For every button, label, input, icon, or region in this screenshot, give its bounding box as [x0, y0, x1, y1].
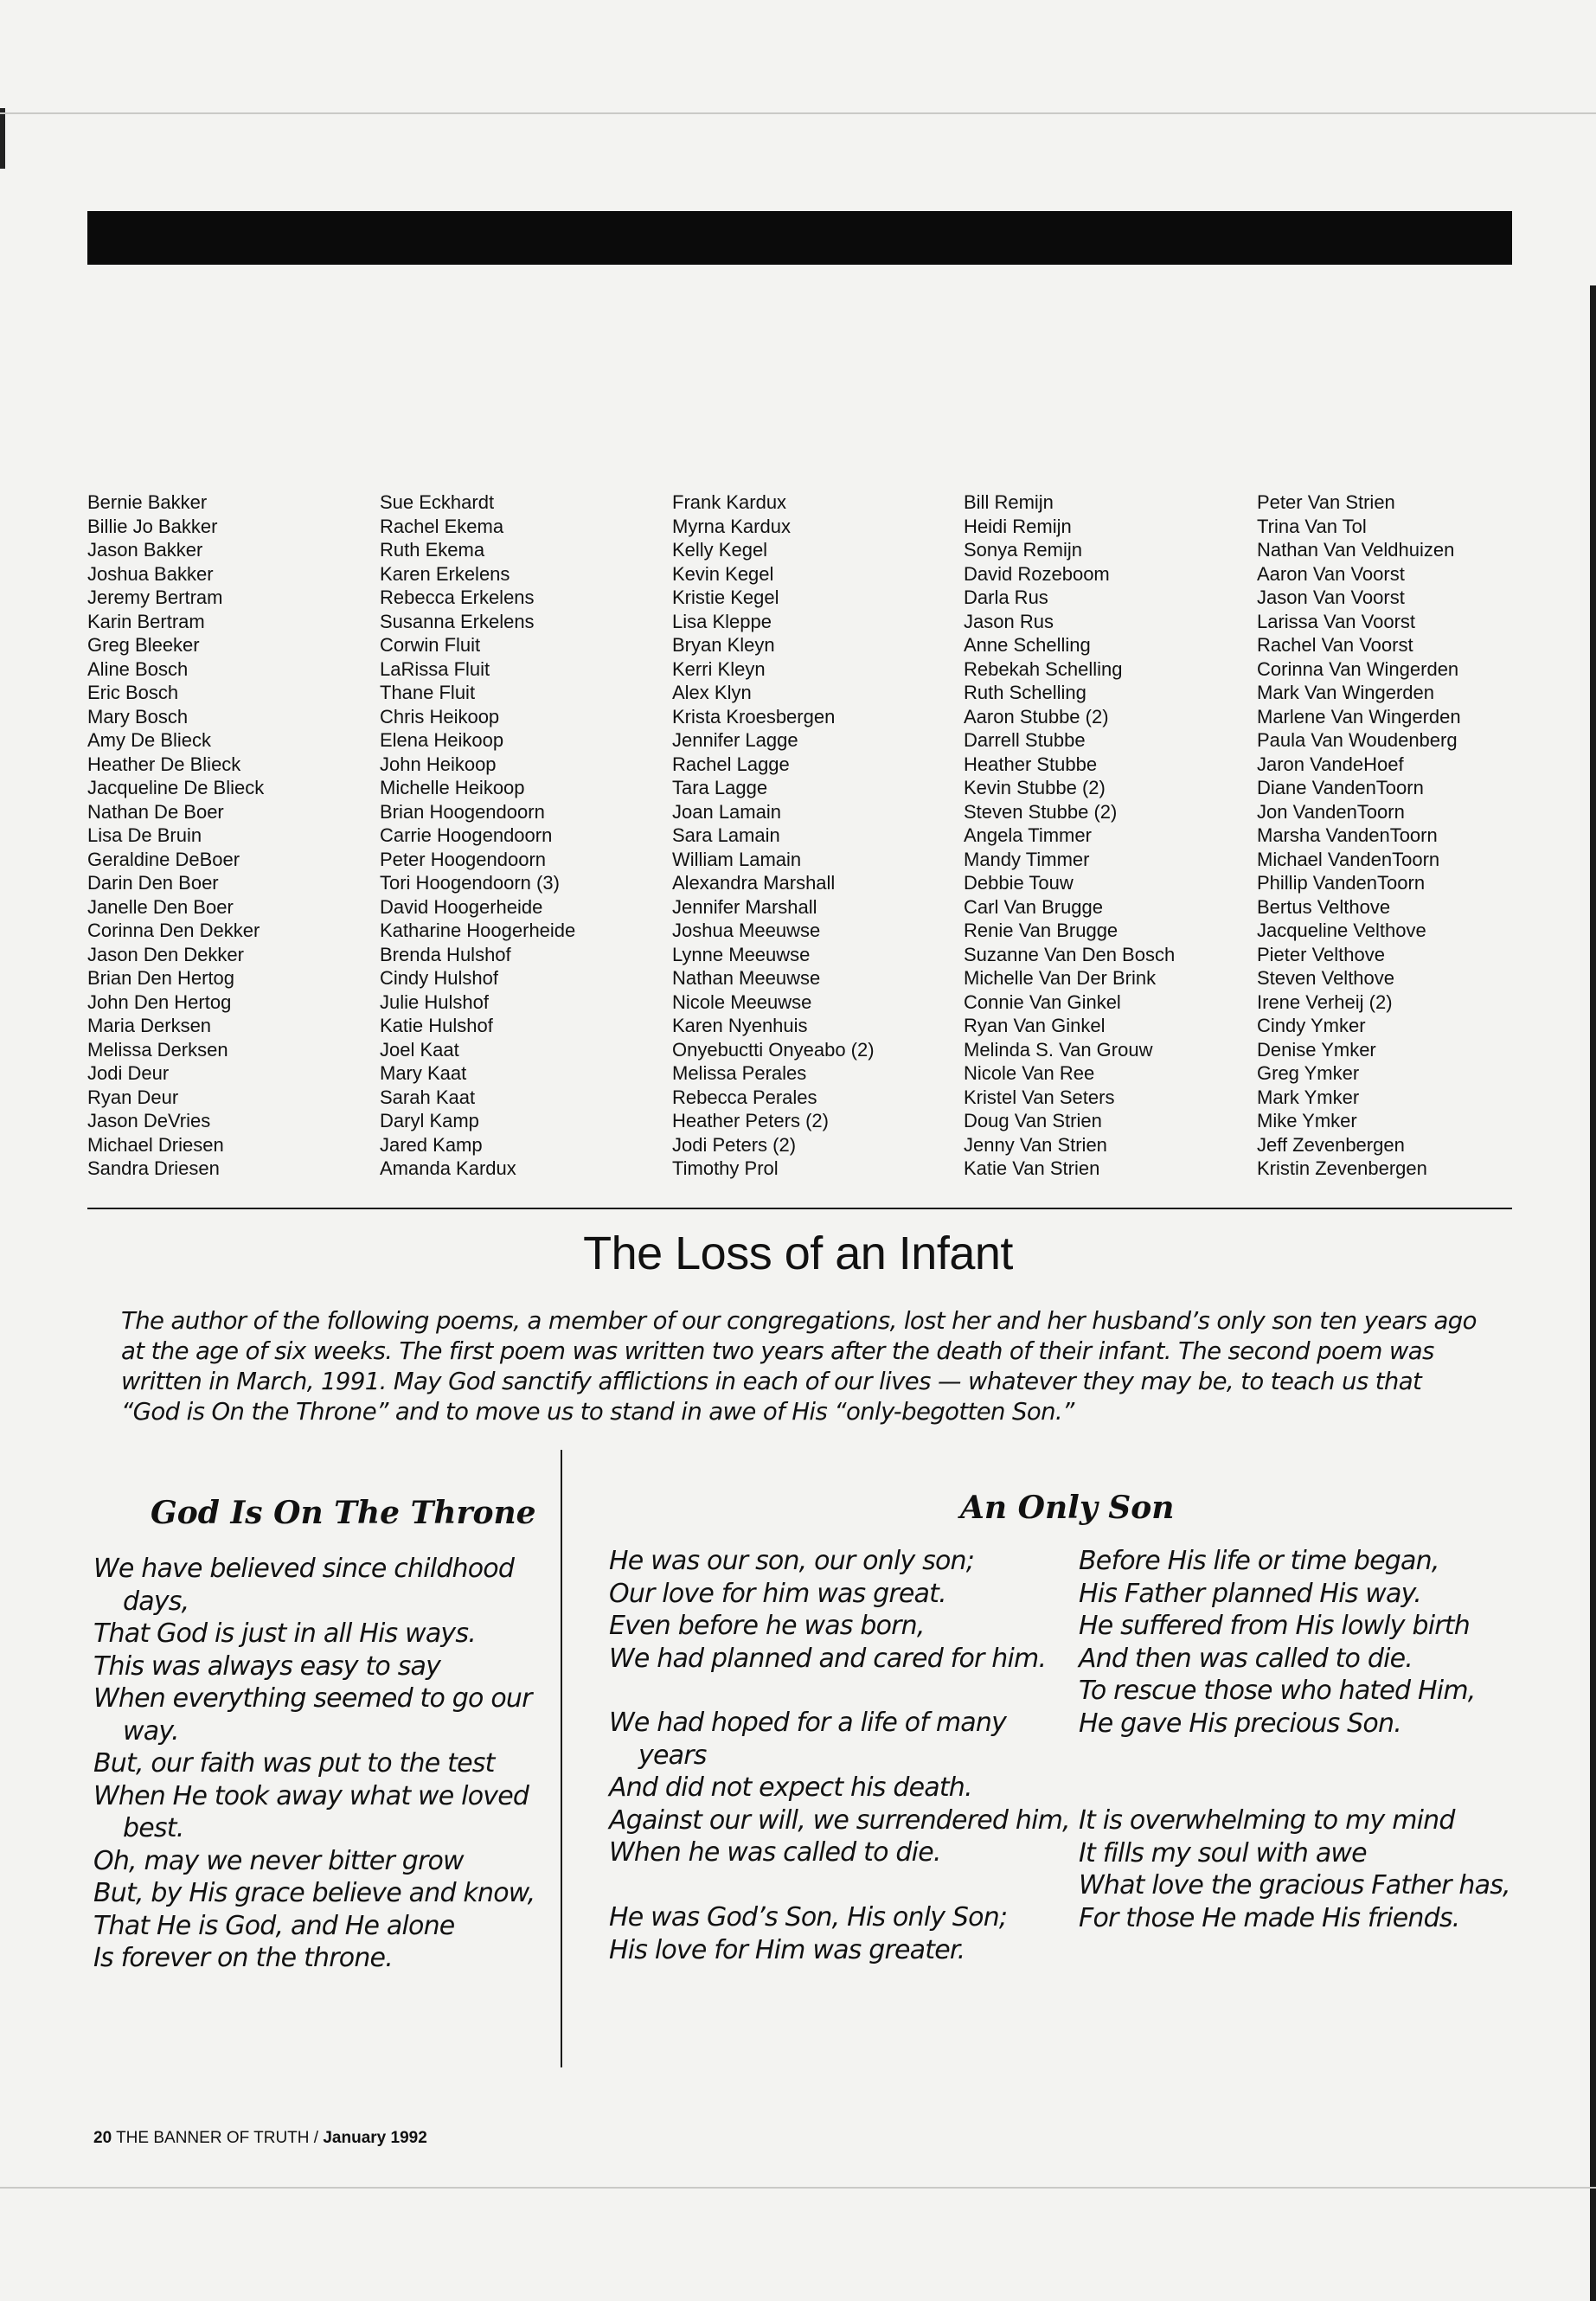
name-list-item: Bryan Kleyn [672, 634, 775, 656]
name-list-item: Greg Ymker [1257, 1062, 1360, 1084]
name-list-item: Nicole Meeuwse [672, 990, 812, 1013]
name-list-item: Marsha VandenToorn [1257, 824, 1438, 846]
name-list-item: Aaron Van Voorst [1257, 562, 1405, 585]
name-list-item: Janelle Den Boer [87, 895, 234, 918]
name-list-item: Carl Van Brugge [964, 895, 1104, 918]
poem-1-body [93, 1553, 535, 1975]
article-intro: The author of the following poems, a member of our congregations, lost her and her husband’s only son ten years ago at the age of six weeks. The first poem was written two years after the death of their infant. The second poem was written in March, 1991. May God sanctify afflictions in each of our lives — whatever they may be, to teach us that “God is On the Throne” and to move us to stand in awe of His “only-begotten Son.” [121, 1307, 1477, 1426]
name-list-item: Sue Eckhardt [380, 491, 495, 513]
name-list-item: Steven Velthove [1257, 967, 1395, 989]
name-list-item: Susanna Erkelens [380, 610, 535, 632]
name-list-item: Jacqueline Velthove [1257, 920, 1426, 941]
name-list-item: Aaron Stubbe (2) [964, 705, 1109, 727]
name-list-item: Billie Jo Bakker [87, 515, 218, 537]
name-list-item: Connie Van Ginkel [964, 990, 1121, 1013]
name-list-item: Katharine Hoogerheide [380, 920, 576, 941]
name-list-item: Amy De Blieck [87, 729, 212, 751]
name-list-item: Lisa Kleppe [672, 610, 772, 632]
poem-line: We have believed since childhood [93, 1554, 515, 1584]
name-list-item: Bill Remijn [964, 491, 1054, 513]
name-list-item: Kelly Kegel [672, 539, 768, 561]
poem-line: This was always easy to say [93, 1650, 441, 1682]
name-list-item: Pieter Velthove [1257, 943, 1385, 965]
name-list-item: Karen Nyenhuis [672, 1015, 808, 1036]
name-list-item: Cindy Hulshof [380, 967, 498, 989]
name-list-item: Sonya Remijn [964, 539, 1082, 561]
name-list-item: Rebecca Erkelens [380, 586, 535, 608]
page-edge-bottom [0, 2187, 1596, 2189]
poem-line: And did not expect his death. [609, 1772, 972, 1803]
name-list-item: Jason Den Dekker [87, 943, 244, 965]
names-column-1 [87, 490, 373, 1181]
poem-line: When He took away what we loved [93, 1780, 529, 1811]
poem-2-stanza-1 [609, 1545, 1046, 1675]
poem-line: Our love for him was great. [609, 1578, 946, 1609]
name-list-item: Sarah Kaat [380, 1086, 476, 1108]
name-list-item: Jason DeVries [87, 1110, 211, 1131]
name-list-item: Darla Rus [964, 586, 1048, 608]
name-list-item: Rachel Van Voorst [1257, 634, 1413, 656]
name-list-item: Suzanne Van Den Bosch [964, 943, 1176, 965]
name-list-item: Mary Kaat [380, 1062, 467, 1084]
poem-line: Even before he was born, [609, 1611, 925, 1641]
name-list-item: Onyebuctti Onyeabo (2) [672, 1038, 875, 1061]
name-list-item: John Den Hertog [87, 990, 232, 1013]
name-list-item: Julie Hulshof [380, 990, 489, 1013]
poem-line: Before His life or time began, [1079, 1546, 1439, 1576]
name-list-item: Jared Kamp [380, 1133, 483, 1156]
name-list-item: Bertus Velthove [1257, 895, 1391, 918]
name-list-item: Jeff Zevenbergen [1257, 1133, 1405, 1156]
name-list-item: Trina Van Tol [1257, 515, 1367, 537]
page-right-edge [1590, 285, 1596, 2301]
name-list-item: Jason Rus [964, 610, 1054, 632]
name-list-item: Jacqueline De Blieck [87, 777, 265, 798]
name-list-item: Thane Fluit [380, 682, 476, 703]
name-list-item: Marlene Van Wingerden [1257, 705, 1461, 727]
poem-line: He gave His precious Son. [1079, 1708, 1401, 1739]
names-column-3 [672, 490, 958, 1181]
name-list-item: Alexandra Marshall [672, 872, 836, 894]
poem-line: But, our faith was put to the test [93, 1748, 495, 1779]
article-title: The Loss of an Infant [583, 1227, 1013, 1279]
name-list-item: John Heikoop [380, 753, 497, 775]
name-list-item: Peter Van Strien [1257, 491, 1395, 513]
page-number: 20 [93, 2129, 112, 2147]
name-list-item: Karin Bertram [87, 610, 205, 632]
poem-line: way. [123, 1715, 179, 1747]
name-list-item: Tara Lagge [672, 777, 768, 798]
poem-line: When everything seemed to go our [93, 1683, 532, 1714]
poem-line: years [638, 1740, 707, 1771]
name-list-item: Denise Ymker [1257, 1038, 1376, 1061]
name-list-item: Jeremy Bertram [87, 586, 223, 608]
name-list-item: Nathan De Boer [87, 800, 224, 823]
name-list-item: Amanda Kardux [380, 1157, 516, 1179]
name-list-item: Jason Van Voorst [1257, 586, 1405, 608]
name-list-item: Katie Hulshof [380, 1015, 493, 1036]
poem-line: We had planned and cared for him. [609, 1643, 1047, 1674]
poem-line: That God is just in all His ways. [93, 1618, 476, 1649]
name-list-item: Heather Stubbe [964, 753, 1098, 775]
poem-line: That He is God, and He alone [93, 1910, 455, 1941]
name-list-item: Anne Schelling [964, 634, 1091, 656]
name-list-item: Mark Ymker [1257, 1086, 1360, 1108]
name-list-item: Rachel Ekema [380, 515, 504, 537]
name-list-item: Kevin Stubbe (2) [964, 777, 1106, 798]
name-list-item: Angela Timmer [964, 824, 1092, 846]
name-list-item: Peter Hoogendoorn [380, 848, 547, 870]
name-list-item: Corinna Van Wingerden [1257, 657, 1459, 680]
poem-line: days, [123, 1586, 189, 1617]
name-list-item: Joshua Bakker [87, 562, 214, 585]
name-list-item: David Rozeboom [964, 562, 1110, 585]
name-list-item: Sara Lamain [672, 824, 780, 846]
name-list-item: Debbie Touw [964, 872, 1074, 894]
poem-2-stanza-6 [1079, 1804, 1510, 1934]
name-list-item: Melinda S. Van Grouw [964, 1038, 1153, 1061]
name-list-item: Lynne Meeuwse [672, 943, 811, 965]
name-list-item: Michelle Heikoop [380, 777, 525, 798]
name-list-item: Melissa Perales [672, 1062, 807, 1084]
name-list-item: Alex Klyn [672, 682, 752, 703]
publication-name: THE BANNER OF TRUTH / [116, 2129, 319, 2147]
name-list-item: Mark Van Wingerden [1257, 682, 1435, 703]
poem-line: To rescue those who hated Him, [1079, 1676, 1476, 1706]
poem-line: He was our son, our only son; [609, 1546, 975, 1576]
name-list-item: Joel Kaat [380, 1038, 459, 1061]
name-list-item: Mandy Timmer [964, 848, 1090, 870]
name-list-item: Phillip VandenToorn [1257, 872, 1426, 894]
name-list-item: Rebecca Perales [672, 1086, 817, 1108]
name-list-item: Michael Driesen [87, 1133, 224, 1156]
name-list-item: Melissa Derksen [87, 1038, 228, 1061]
name-list-item: Irene Verheij (2) [1257, 990, 1393, 1013]
names-column-5 [1257, 490, 1542, 1181]
name-list-item: William Lamain [672, 848, 802, 870]
name-list-item: Elena Heikoop [380, 729, 504, 751]
poem-2-stanza-3 [609, 1901, 1007, 1966]
page-footer [93, 2129, 427, 2148]
name-list-item: Frank Kardux [672, 491, 787, 513]
name-list-item: Cindy Ymker [1257, 1015, 1366, 1036]
section-divider [87, 1208, 1512, 1209]
poem-line: He suffered from His lowly birth [1079, 1611, 1470, 1641]
name-list-item: Jennifer Lagge [672, 729, 798, 751]
name-list-item: Corwin Fluit [380, 634, 481, 656]
name-list-item: Joshua Meeuwse [672, 920, 821, 941]
name-list-item: Timothy Prol [672, 1157, 779, 1179]
name-list-item: David Hoogerheide [380, 895, 543, 918]
name-list-item: Heather Peters (2) [672, 1110, 829, 1131]
name-list-item: Bernie Bakker [87, 491, 208, 513]
name-list-item: Ruth Ekema [380, 539, 485, 561]
name-list-item: Brenda Hulshof [380, 943, 511, 965]
name-list-item: Aline Bosch [87, 657, 189, 680]
name-list-item: Michael VandenToorn [1257, 848, 1440, 870]
name-list-item: Brian Den Hertog [87, 967, 234, 989]
name-list-item: Brian Hoogendoorn [380, 800, 545, 823]
name-list-item: Daryl Kamp [380, 1110, 479, 1131]
names-column-2 [380, 490, 665, 1181]
name-list-item: Heather De Blieck [87, 753, 241, 775]
poem-line: What love the gracious Father has, [1079, 1870, 1510, 1900]
name-list-item: Katie Van Strien [964, 1157, 1100, 1179]
name-list-item: Nathan Meeuwse [672, 967, 821, 989]
name-list-item: Geraldine DeBoer [87, 848, 240, 870]
page-corner-mark [0, 108, 5, 169]
name-list-item: Renie Van Brugge [964, 920, 1118, 941]
poem-line: And then was called to die. [1079, 1643, 1413, 1674]
name-list-item: Lisa De Bruin [87, 824, 202, 846]
page-edge-top [0, 112, 1596, 114]
name-list-item: Kristin Zevenbergen [1257, 1157, 1427, 1179]
poem-line: But, by His grace believe and know, [93, 1878, 535, 1908]
name-list-item: Mary Bosch [87, 705, 189, 727]
poem-line: It is overwhelming to my mind [1079, 1805, 1455, 1836]
issue-date: January 1992 [323, 2129, 427, 2147]
name-list-item: Steven Stubbe (2) [964, 800, 1118, 823]
name-list-item: Jodi Deur [87, 1062, 170, 1084]
name-list-item: Chris Heikoop [380, 705, 500, 727]
name-list-item: Nicole Van Ree [964, 1062, 1095, 1084]
name-list-item: Heidi Remijn [964, 515, 1072, 537]
poem-line: He was God’s Son, His only Son; [609, 1902, 1008, 1932]
name-list-item: Karen Erkelens [380, 562, 510, 585]
poem-2-stanza-4 [1079, 1545, 1439, 1610]
name-list-item: Ryan Van Ginkel [964, 1015, 1106, 1036]
name-list-item: Larissa Van Voorst [1257, 610, 1416, 632]
poem-line: Is forever on the throne. [93, 1943, 393, 1973]
name-list-item: LaRissa Fluit [380, 657, 490, 680]
name-list-item: Krista Kroesbergen [672, 705, 836, 727]
name-list-item: Nathan Van Veldhuizen [1257, 539, 1455, 561]
name-list-item: Michelle Van Der Brink [964, 967, 1157, 989]
name-list-item: Eric Bosch [87, 682, 179, 703]
name-list-item: Kristel Van Seters [964, 1086, 1115, 1108]
name-list-item: Rachel Lagge [672, 753, 790, 775]
poem-line: Against our will, we surrendered him, [609, 1804, 1070, 1836]
name-list-item: Diane VandenToorn [1257, 777, 1424, 798]
name-list-item: Sandra Driesen [87, 1157, 220, 1179]
name-list-item: Jon VandenToorn [1257, 800, 1405, 823]
poem-2-stanza-2 [609, 1707, 1070, 1869]
name-list-item: Jennifer Marshall [672, 895, 817, 918]
name-list-item: Kerri Kleyn [672, 657, 766, 680]
name-list-item: Ryan Deur [87, 1086, 179, 1108]
name-list-item: Tori Hoogendoorn (3) [380, 872, 560, 894]
name-list-item: Maria Derksen [87, 1015, 212, 1036]
poem-2-title: An Only Son [960, 1490, 1175, 1526]
header-black-band [87, 211, 1512, 265]
name-list-item: Joan Lamain [672, 800, 781, 823]
poem-1-title: God Is On The Throne [151, 1495, 536, 1531]
name-list-item: Ruth Schelling [964, 682, 1086, 703]
name-list-item: Darrell Stubbe [964, 729, 1086, 751]
poem-line: For those He made His friends. [1079, 1902, 1460, 1933]
poem-line: It fills my soul with awe [1079, 1837, 1367, 1868]
name-list-item: Jenny Van Strien [964, 1133, 1107, 1156]
name-list-item: Paula Van Woudenberg [1257, 729, 1458, 751]
name-list-item: Corinna Den Dekker [87, 920, 260, 941]
name-list-item: Myrna Kardux [672, 515, 791, 537]
name-list-item: Carrie Hoogendoorn [380, 824, 553, 846]
name-list-item: Kevin Kegel [672, 562, 774, 585]
name-list-item: Jaron VandeHoef [1257, 753, 1404, 775]
name-list-item: Greg Bleeker [87, 634, 200, 656]
poem-line: best. [123, 1813, 184, 1843]
poem-line: When he was called to die. [609, 1837, 941, 1868]
name-list-item: Mike Ymker [1257, 1110, 1357, 1131]
name-list-item: Doug Van Strien [964, 1110, 1102, 1131]
name-list-item: Kristie Kegel [672, 586, 779, 608]
name-list-item: Darin Den Boer [87, 872, 219, 894]
poem-line: His Father planned His way. [1079, 1578, 1421, 1609]
name-list-item: Jodi Peters (2) [672, 1133, 797, 1156]
poem-2-stanza-5 [1079, 1610, 1475, 1740]
poem-line: Oh, may we never bitter grow [93, 1845, 464, 1876]
poem-line: His love for Him was greater. [609, 1934, 965, 1965]
column-divider [561, 1450, 562, 2067]
name-list-item: Rebekah Schelling [964, 657, 1123, 680]
names-column-4 [964, 490, 1249, 1181]
name-list-item: Jason Bakker [87, 539, 203, 561]
poem-line: We had hoped for a life of many [609, 1708, 1007, 1738]
